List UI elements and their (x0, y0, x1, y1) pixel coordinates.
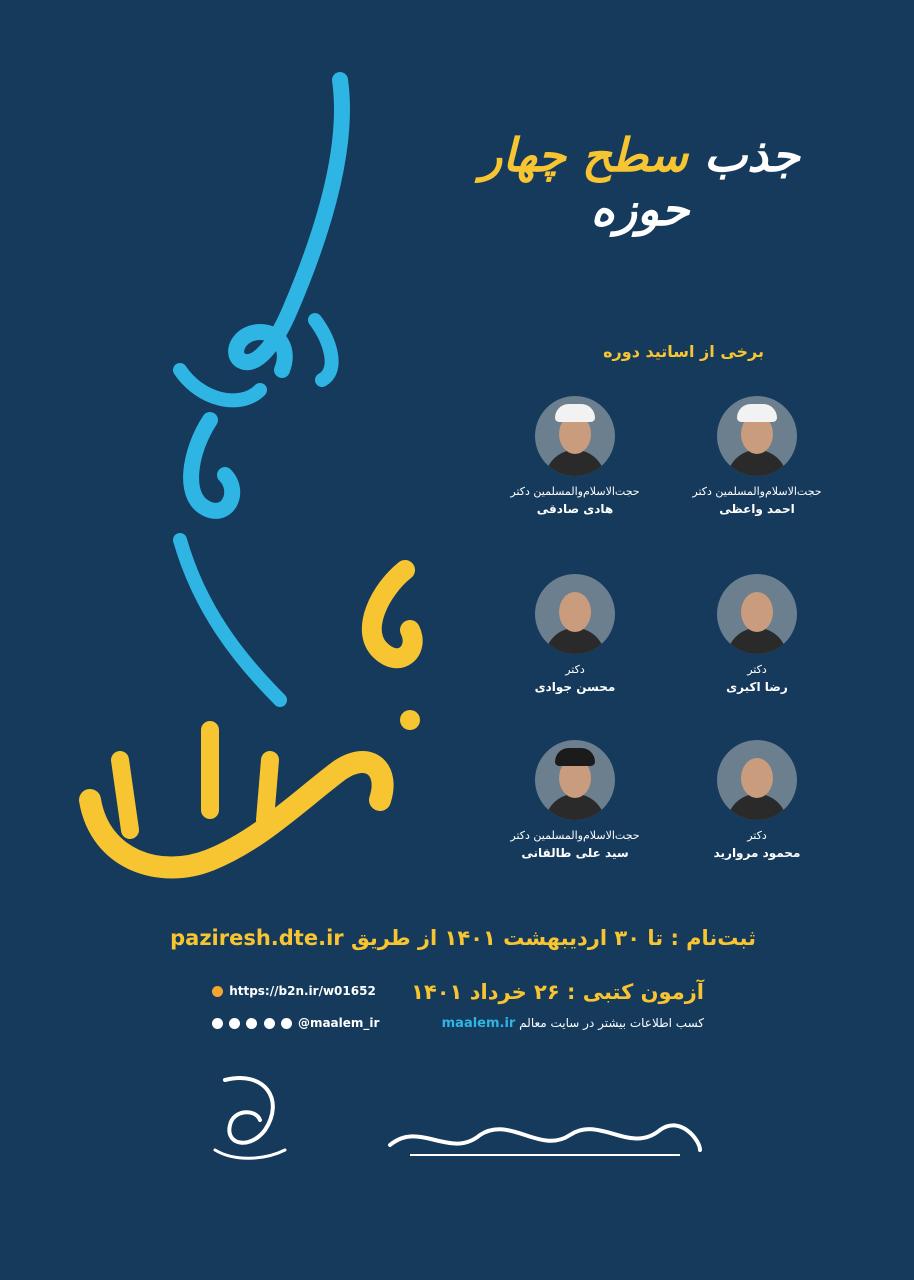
link-icon (212, 986, 223, 997)
professor-title: حجت‌الاسلام‌والمسلمین دکتر (510, 485, 640, 498)
professor-card-4 (485, 574, 665, 696)
short-link-row (212, 984, 376, 998)
professor-name: احمد واعظی (719, 502, 795, 516)
social-row (212, 1016, 379, 1030)
org-logo (380, 1100, 710, 1170)
info-line (442, 1016, 704, 1031)
professor-name: محسن جوادی (534, 680, 616, 694)
professor-card-3 (667, 574, 847, 696)
calligraphy-artwork (60, 70, 460, 910)
bale-icon[interactable] (281, 1018, 292, 1029)
professor-title: دکتر (747, 829, 767, 842)
short-link[interactable]: https://b2n.ir/w01652 (229, 984, 376, 998)
professor-name: محمود مرواريد (713, 846, 801, 860)
info-text: کسب اطلاعات بیشتر در سایت معالم (519, 1016, 704, 1030)
professor-name: هادی صادقی (536, 502, 614, 516)
professor-card-5 (667, 740, 847, 862)
professor-card-2 (485, 396, 665, 518)
professor-title: حجت‌الاسلام‌والمسلمین دکتر (510, 829, 640, 842)
headline-part1: جذب (703, 128, 800, 182)
person-icon (717, 574, 797, 654)
social-handle[interactable]: @maalem_ir (297, 1016, 380, 1030)
rubika-icon[interactable] (264, 1018, 275, 1029)
headline (430, 128, 850, 236)
calligraphy-stroke-yellow-3 (120, 730, 270, 830)
cleric-white-turban-icon (717, 396, 797, 476)
professor-title: دکتر (565, 663, 585, 676)
info-site-link[interactable]: maalem.ir (441, 1016, 516, 1031)
center-logo (205, 1070, 295, 1170)
cleric-white-turban-icon (535, 396, 615, 476)
exam-date: آزمون کتبی : ۲۶ خرداد ۱۴۰۱ (411, 980, 704, 1004)
telegram-icon[interactable] (212, 1018, 223, 1029)
professor-name: سید علی طالقانی (521, 846, 629, 860)
person-icon (717, 740, 797, 820)
professor-title: دکتر (747, 663, 767, 676)
headline-part2: حوزه (590, 182, 690, 236)
registration-line (170, 926, 756, 950)
professor-card-6 (485, 740, 665, 862)
calligraphy-stroke-blue-3 (191, 420, 232, 511)
cleric-black-turban-icon (535, 740, 615, 820)
professor-card-1 (667, 396, 847, 518)
headline-accent: سطح چهار (480, 128, 688, 182)
instagram-icon[interactable] (229, 1018, 240, 1029)
person-icon (535, 574, 615, 654)
center-logo-icon (205, 1070, 295, 1170)
registration-text: ثبت‌نام : تا ۳۰ اردیبهشت ۱۴۰۱ از طریق (350, 926, 756, 950)
eitaa-icon[interactable] (246, 1018, 257, 1029)
section-title: برخی از اساتید دوره (603, 342, 764, 361)
calligraphy-dot-yellow (400, 710, 420, 730)
professor-name: رضا اکبری (726, 680, 788, 694)
registration-link[interactable]: paziresh.dte.ir (170, 926, 344, 950)
professor-title: حجت‌الاسلام‌والمسلمین دکتر (692, 485, 822, 498)
calligraphy-svg (60, 70, 460, 910)
calligraphy-stroke-yellow-1 (372, 570, 413, 658)
calligraphy-stroke-blue-4 (180, 540, 280, 700)
